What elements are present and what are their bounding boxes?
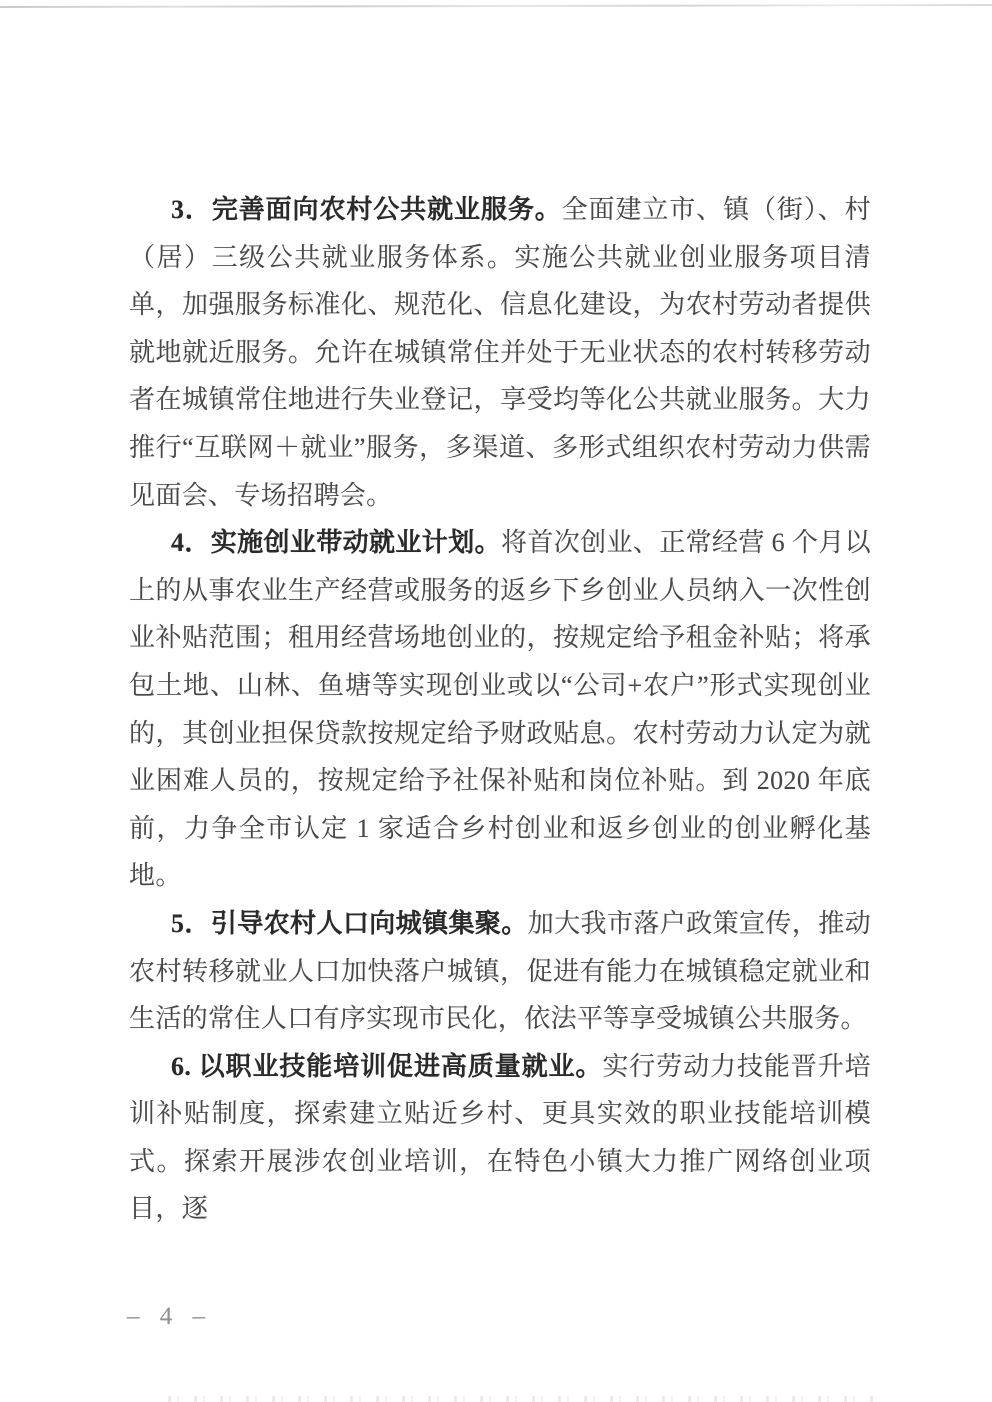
paragraph-6 — [129, 1043, 871, 1233]
paragraph-3-heading: 3．完善面向农村公共就业服务。 — [171, 195, 562, 224]
paragraph-3-text: 全面建立市、镇（街）、村（居）三级公共就业服务体系。实施公共就业创业服务项目清单，加强服务标准化、规范化、信息化建设，为农村劳动者提供就地就近服务。允许在城镇常住并处于无业状态的农村转移劳动者在城镇常住地进行失业登记，享受均等化公共就业服务。大力推行“互联网＋就业”服务，多渠道、多形式组织农村劳动力供需见面会、专场招聘会。 — [129, 195, 871, 510]
document-body — [129, 186, 871, 1233]
paragraph-3 — [129, 186, 871, 519]
cutoff-next-line-artifact — [168, 1396, 874, 1402]
paragraph-4 — [129, 519, 871, 900]
paragraph-5 — [129, 900, 871, 1043]
paragraph-6-heading: 6. 以职业技能培训促进高质量就业。 — [171, 1051, 603, 1081]
scanner-artifact-line — [0, 4, 992, 8]
paragraph-4-heading: 4．实施创业带动就业计划。 — [171, 528, 501, 558]
paragraph-6-text: 实行劳动力技能晋升培训补贴制度，探索建立贴近乡村、更具实效的职业技能培训模式。探索开展涉农创业培训，在特色小镇大力推广网络创业项目，逐 — [129, 1051, 871, 1224]
page-number: – 4 – — [127, 1303, 212, 1330]
paragraph-5-text: 加大我市落户政策宣传，推动农村转移就业人口加快落户城镇，促进有能力在城镇稳定就业和生活的常住人口有序实现市民化，依法平等享受城镇公共服务。 — [129, 908, 871, 1034]
paragraph-5-heading: 5．引导农村人口向城镇集聚。 — [171, 908, 528, 938]
paragraph-4-text: 将首次创业、正常经营 6 个月以上的从事农业生产经营或服务的返乡下乡创业人员纳入一次性创业补贴范围；租用经营场地创业的，按规定给予租金补贴；将承包土地、山林、鱼塘等实现创业或以“公司+农户”形式实现创业的，其创业担保贷款按规定给予财政贴息。农村劳动力认定为就业困难人员的，按规定给予社保补贴和岗位补贴。到 2020 年底前，力争全市认定 1 家适合乡村创业和返乡创业的创业孵化基地。 — [129, 528, 871, 891]
